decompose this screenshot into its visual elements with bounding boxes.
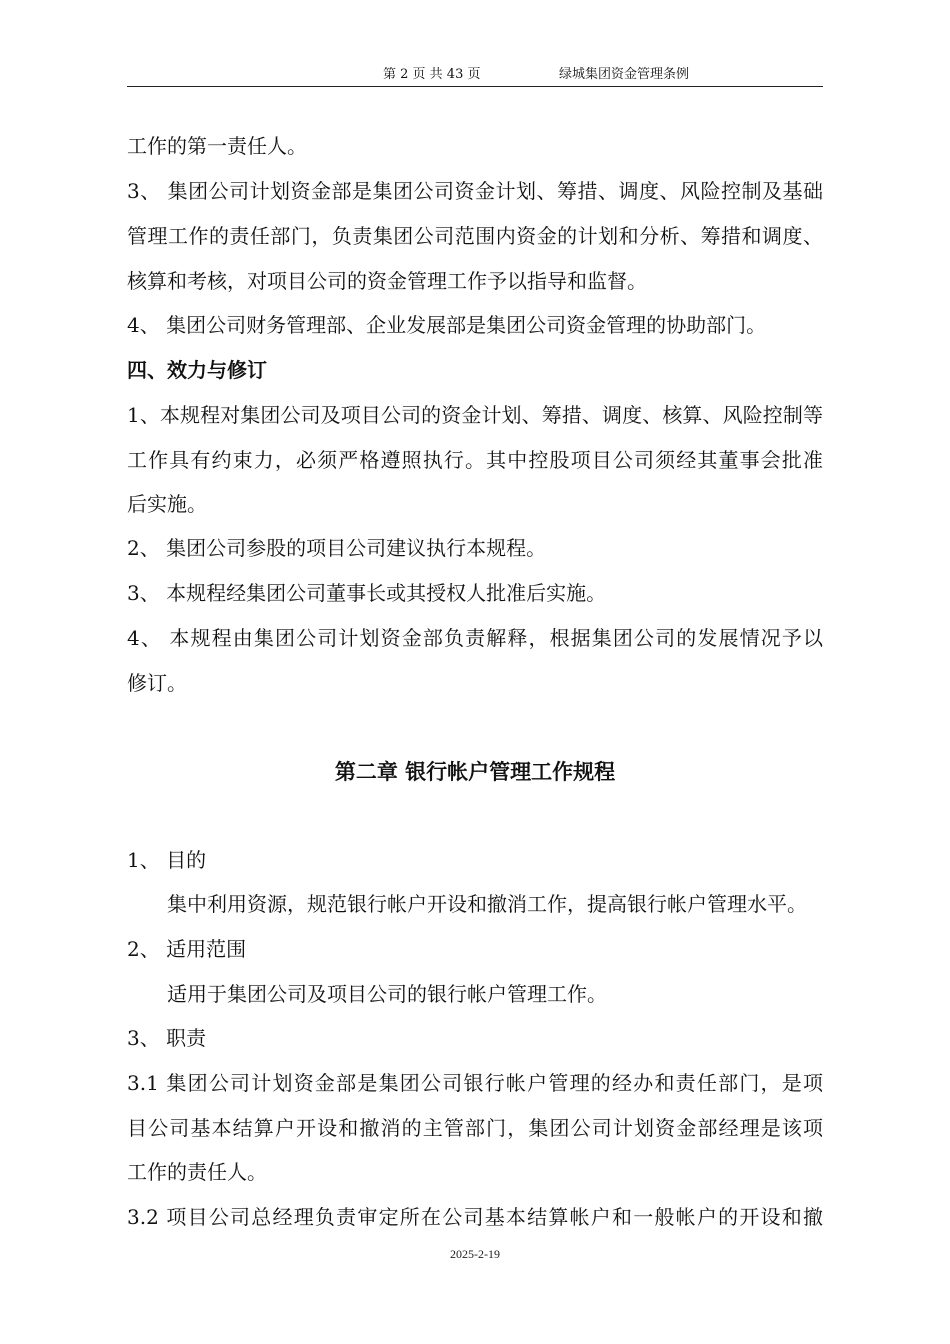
paragraph-line: 4、 本规程由集团公司计划资金部负责解释，根据集团公司的发展情况予以 [127, 626, 823, 650]
paragraph-line: 目公司基本结算户开设和撤消的主管部门，集团公司计划资金部经理是该项 [127, 1116, 823, 1140]
list-item: 1、 目的 [127, 848, 207, 872]
paragraph-line: 集中利用资源，规范银行帐户开设和撤消工作，提高银行帐户管理水平。 [167, 892, 807, 916]
paragraph-line: 核算和考核，对项目公司的资金管理工作予以指导和监督。 [127, 269, 647, 293]
page-footer-date: 2025-2-19 [450, 1247, 500, 1261]
section-heading: 四、效力与修订 [127, 358, 267, 382]
paragraph-line: 3.2 项目公司总经理负责审定所在公司基本结算帐户和一般帐户的开设和撤 [127, 1205, 823, 1229]
paragraph-line: 1、本规程对集团公司及项目公司的资金计划、筹措、调度、核算、风险控制等 [127, 403, 823, 427]
paragraph-line: 3、 集团公司计划资金部是集团公司资金计划、筹措、调度、风险控制及基础 [127, 179, 823, 203]
page-number: 第 2 页 共 43 页 [383, 67, 481, 82]
paragraph-line: 适用于集团公司及项目公司的银行帐户管理工作。 [167, 982, 607, 1006]
paragraph-line: 后实施。 [127, 492, 207, 516]
list-item: 2、 适用范围 [127, 937, 247, 961]
page-header [127, 66, 823, 87]
paragraph-line: 工作具有约束力，必须严格遵照执行。其中控股项目公司须经其董事会批准 [127, 448, 823, 472]
paragraph-line: 管理工作的责任部门，负责集团公司范围内资金的计划和分析、筹措和调度、 [127, 224, 823, 248]
document-title: 绿城集团资金管理条例 [559, 67, 690, 82]
paragraph-line: 2、 集团公司参股的项目公司建议执行本规程。 [127, 536, 547, 560]
chapter-title: 第二章 银行帐户管理工作规程 [334, 760, 616, 784]
paragraph-line: 工作的责任人。 [127, 1160, 267, 1184]
paragraph-line: 4、 集团公司财务管理部、企业发展部是集团公司资金管理的协助部门。 [127, 313, 767, 337]
paragraph-line: 修订。 [127, 671, 187, 695]
list-item: 3、 职责 [127, 1026, 207, 1050]
paragraph-line: 3.1 集团公司计划资金部是集团公司银行帐户管理的经办和责任部门，是项 [127, 1071, 823, 1095]
paragraph-line: 3、 本规程经集团公司董事长或其授权人批准后实施。 [127, 581, 607, 605]
paragraph-line: 工作的第一责任人。 [127, 134, 307, 158]
